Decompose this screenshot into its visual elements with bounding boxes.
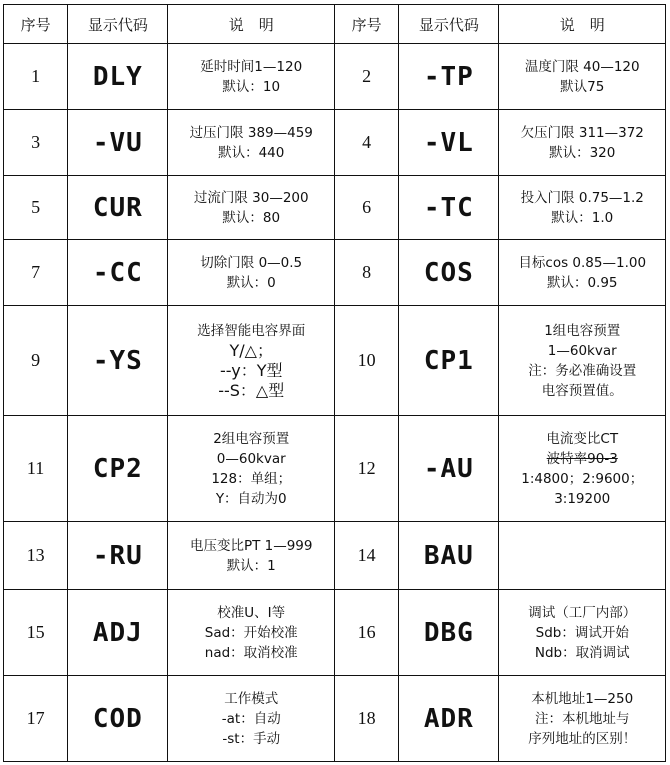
table-row [4, 676, 666, 762]
description-line: 1—60kvar [547, 342, 617, 359]
display-code: DBG [399, 590, 499, 676]
description [499, 416, 666, 522]
description-line: 1:4800；2:9600； [521, 470, 644, 487]
description-line: 欠压门限 311—372 [520, 124, 644, 141]
display-code: -YS [68, 306, 168, 416]
description-line: 默认：80 [222, 209, 281, 226]
item-number: 13 [4, 522, 68, 590]
item-number: 10 [334, 306, 398, 416]
description-line: 电流变比CT [546, 430, 619, 447]
description [499, 522, 666, 590]
header-desc-left: 说 明 [168, 5, 335, 44]
description [168, 240, 335, 306]
description-line: 默认：0.95 [546, 274, 618, 291]
item-number: 8 [334, 240, 398, 306]
display-code: ADJ [68, 590, 168, 676]
item-number: 4 [334, 110, 398, 176]
description-line: 电容预置值。 [541, 382, 623, 399]
description-line: 延时时间1—120 [200, 58, 303, 75]
description-line: --y：Y型 [219, 360, 283, 380]
display-code: -AU [399, 416, 499, 522]
description-line: Y/△； [229, 340, 273, 360]
item-number: 3 [4, 110, 68, 176]
table-row [4, 416, 666, 522]
display-code: COS [399, 240, 499, 306]
header-code-left: 显示代码 [68, 5, 168, 44]
description [499, 240, 666, 306]
table-row [4, 240, 666, 306]
description-line: 电压变比PT 1—999 [189, 537, 313, 554]
item-number: 1 [4, 44, 68, 110]
description [168, 416, 335, 522]
description-line: Y：自动为0 [215, 490, 287, 507]
header-desc-right: 说 明 [499, 5, 666, 44]
description-line: 过压门限 389—459 [189, 124, 313, 141]
display-code: -CC [68, 240, 168, 306]
item-number: 12 [334, 416, 398, 522]
description [499, 44, 666, 110]
description [499, 176, 666, 240]
description-line: -at：自动 [221, 710, 281, 727]
description-line: nad：取消校准 [204, 644, 298, 661]
header-row [4, 5, 666, 44]
description-line: 注：本机地址与 [534, 710, 630, 727]
item-number: 18 [334, 676, 398, 762]
description [168, 176, 335, 240]
description-line: 波特率90-3 [546, 450, 618, 467]
description [499, 306, 666, 416]
display-code: -RU [68, 522, 168, 590]
description-line: Ndb：取消调试 [534, 644, 630, 661]
description-line: -st：手动 [222, 730, 281, 747]
description [499, 590, 666, 676]
description-line: 过流门限 30—200 [193, 189, 309, 206]
description-line: 投入门限 0.75—1.2 [520, 189, 644, 206]
description [499, 676, 666, 762]
table-row [4, 306, 666, 416]
parameter-table [3, 4, 666, 762]
item-number: 7 [4, 240, 68, 306]
item-number: 9 [4, 306, 68, 416]
description-line: 校准U、I等 [217, 604, 286, 621]
display-code: COD [68, 676, 168, 762]
description [168, 522, 335, 590]
description-line: 1组电容预置 [544, 322, 621, 339]
display-code: CUR [68, 176, 168, 240]
item-number: 17 [4, 676, 68, 762]
description-line: 默认：320 [549, 144, 616, 161]
description-line: Sdb：调试开始 [535, 624, 629, 641]
display-code: DLY [68, 44, 168, 110]
description-line: 调试（工厂内部） [528, 604, 637, 621]
description-line: 选择智能电容界面 [197, 322, 306, 339]
item-number: 2 [334, 44, 398, 110]
display-code: -TP [399, 44, 499, 110]
item-number: 11 [4, 416, 68, 522]
description-line: 本机地址1—250 [531, 690, 634, 707]
description-line: 默认：10 [222, 78, 281, 95]
description-line: 序列地址的区别！ [528, 730, 637, 747]
table-row [4, 44, 666, 110]
description-line: Sad：开始校准 [204, 624, 298, 641]
item-number: 5 [4, 176, 68, 240]
description-line: 注：务必准确设置 [528, 362, 637, 379]
table-row [4, 522, 666, 590]
description-line: 0—60kvar [216, 450, 286, 467]
description-line: 默认75 [560, 78, 605, 95]
description-line: 默认：0 [226, 274, 276, 291]
description [168, 44, 335, 110]
display-code: -VU [68, 110, 168, 176]
display-code: -VL [399, 110, 499, 176]
description-line: 温度门限 40—120 [524, 58, 640, 75]
description-line: 切除门限 0—0.5 [200, 254, 303, 271]
item-number: 6 [334, 176, 398, 240]
description [168, 306, 335, 416]
table-row [4, 110, 666, 176]
header-no-right: 序号 [334, 5, 398, 44]
table-row [4, 176, 666, 240]
display-code: CP1 [399, 306, 499, 416]
description-line: --S：△型 [218, 380, 285, 400]
item-number: 14 [334, 522, 398, 590]
table-row [4, 590, 666, 676]
item-number: 16 [334, 590, 398, 676]
description-line: 工作模式 [224, 690, 279, 707]
display-code: -TC [399, 176, 499, 240]
description-line: 目标cos 0.85—1.00 [518, 254, 647, 271]
header-code-right: 显示代码 [399, 5, 499, 44]
display-code: CP2 [68, 416, 168, 522]
description-line: 默认：440 [218, 144, 285, 161]
description-line: 默认：1 [226, 557, 276, 574]
description [168, 110, 335, 176]
description [168, 590, 335, 676]
description [499, 110, 666, 176]
display-code: BAU [399, 522, 499, 590]
description-line: 3:19200 [554, 490, 611, 507]
description [168, 676, 335, 762]
item-number: 15 [4, 590, 68, 676]
display-code: ADR [399, 676, 499, 762]
description-line: 128：单组； [211, 470, 292, 487]
header-no-left: 序号 [4, 5, 68, 44]
description-line: 2组电容预置 [213, 430, 290, 447]
description-line: 默认：1.0 [551, 209, 614, 226]
